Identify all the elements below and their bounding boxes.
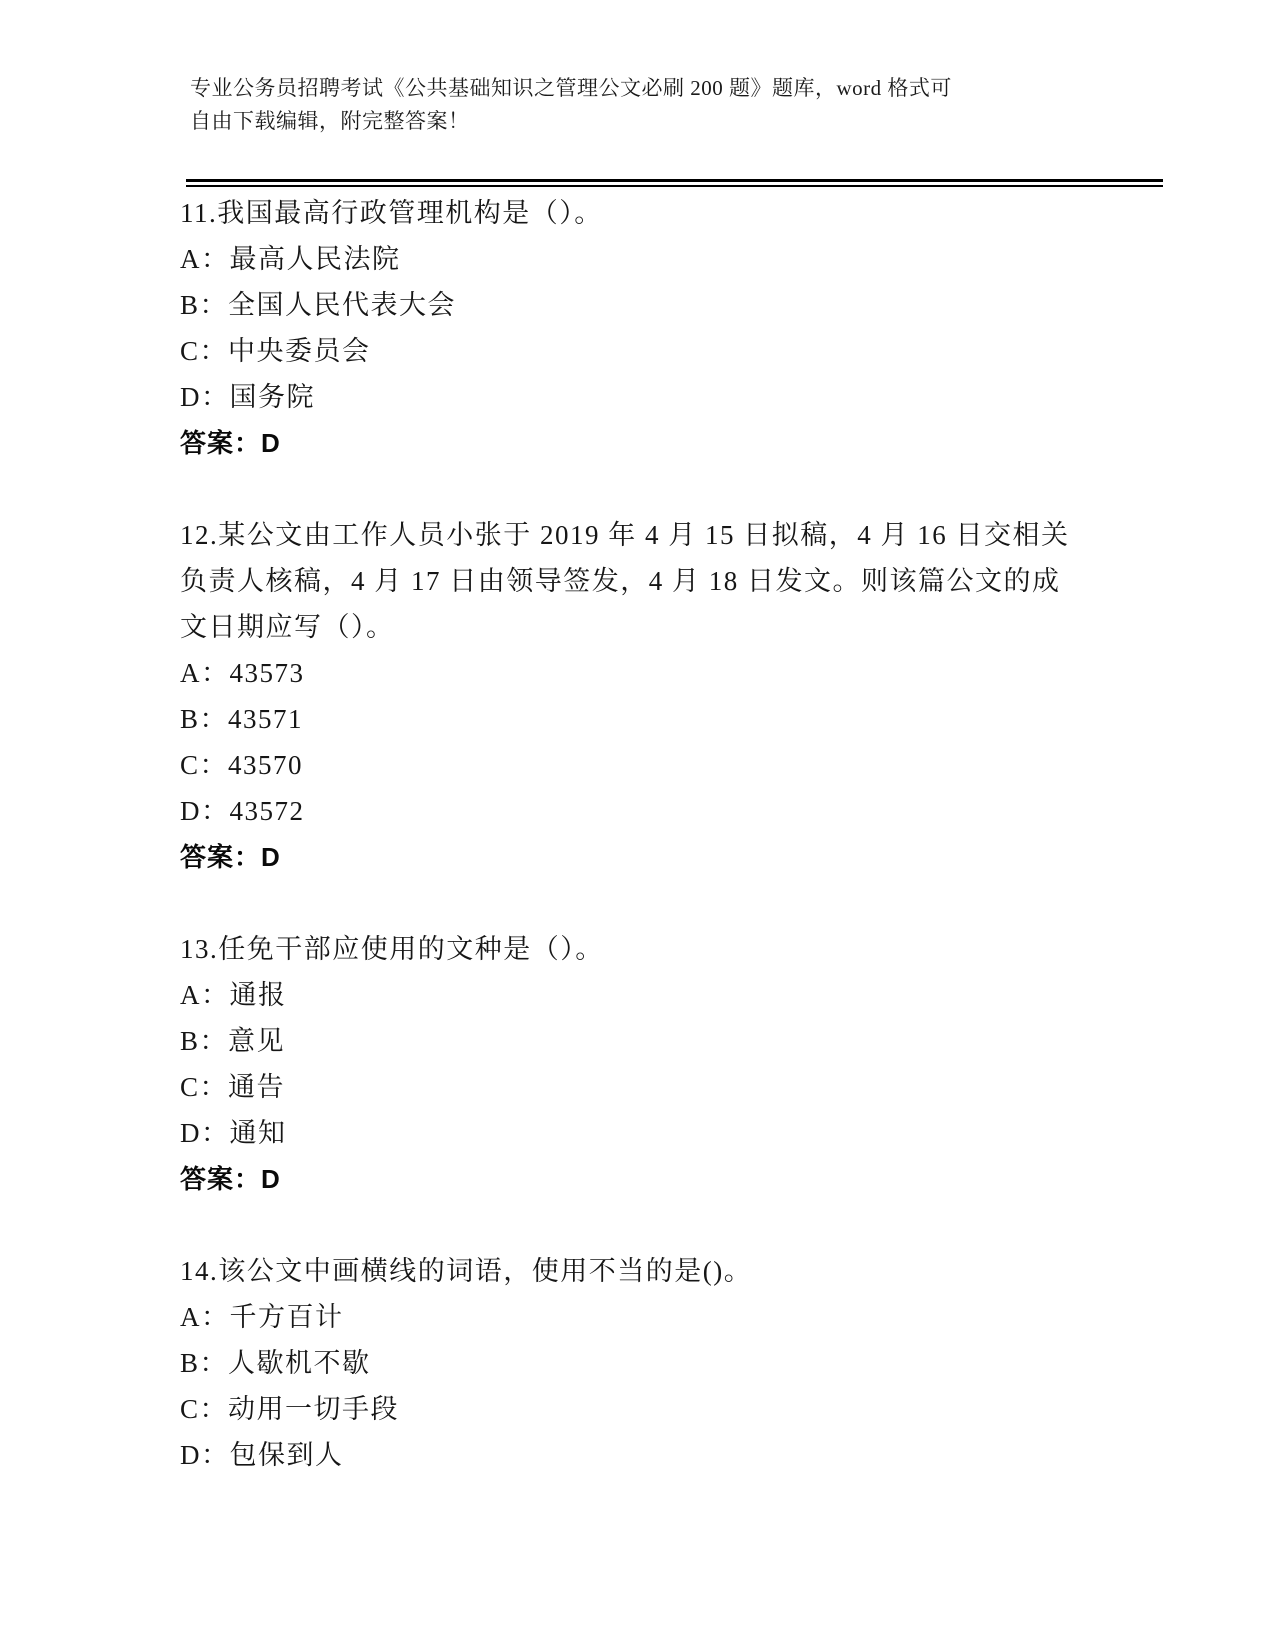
question-13	[180, 926, 1170, 1202]
question-11-answer: 答案：D	[180, 428, 281, 458]
question-13-option-d: D：通知	[180, 1118, 287, 1148]
question-12-option-b: B：43571	[180, 704, 304, 734]
question-12-text-line-1: 12.某公文由工作人员小张于 2019 年 4 月 15 日拟稿，4 月 16 日交相关	[180, 520, 1070, 550]
document-header	[190, 72, 1110, 138]
question-11-option-d: D：国务院	[180, 382, 315, 412]
question-11-option-c: C：中央委员会	[180, 336, 371, 366]
question-12-option-a: A：43573	[180, 658, 305, 688]
question-14-option-d: D：包保到人	[180, 1440, 344, 1470]
question-13-text: 13.任免干部应使用的文种是（）。	[180, 934, 604, 964]
question-14-option-a: A：千方百计	[180, 1302, 344, 1332]
question-14-option-b: B：人歇机不歇	[180, 1348, 371, 1378]
question-11-text: 11.我国最高行政管理机构是（）。	[180, 198, 603, 228]
question-13-option-b: B：意见	[180, 1026, 286, 1056]
question-12-text-line-2: 负责人核稿，4 月 17 日由领导签发，4 月 18 日发文。则该篇公文的成	[180, 566, 1061, 596]
question-12	[180, 512, 1170, 880]
question-14-text: 14.该公文中画横线的词语，使用不当的是()。	[180, 1256, 753, 1286]
question-12-answer: 答案：D	[180, 842, 281, 872]
question-11-option-b: B：全国人民代表大会	[180, 290, 457, 320]
header-line-1: 专业公务员招聘考试《公共基础知识之管理公文必刷 200 题》题库，word 格式可	[190, 76, 952, 100]
question-14	[180, 1248, 1170, 1478]
question-11	[180, 190, 1170, 466]
question-14-option-c: C：动用一切手段	[180, 1394, 400, 1424]
question-12-text-line-3: 文日期应写（）。	[180, 612, 395, 642]
question-13-option-a: A：通报	[180, 980, 287, 1010]
question-13-answer: 答案：D	[180, 1164, 281, 1194]
question-12-option-c: C：43570	[180, 750, 304, 780]
header-line-2: 自由下载编辑，附完整答案！	[190, 109, 470, 133]
question-12-option-d: D：43572	[180, 796, 305, 826]
questions-area	[180, 190, 1170, 1478]
header-rule-divider	[186, 179, 1163, 187]
question-13-option-c: C：通告	[180, 1072, 286, 1102]
question-11-option-a: A：最高人民法院	[180, 244, 401, 274]
